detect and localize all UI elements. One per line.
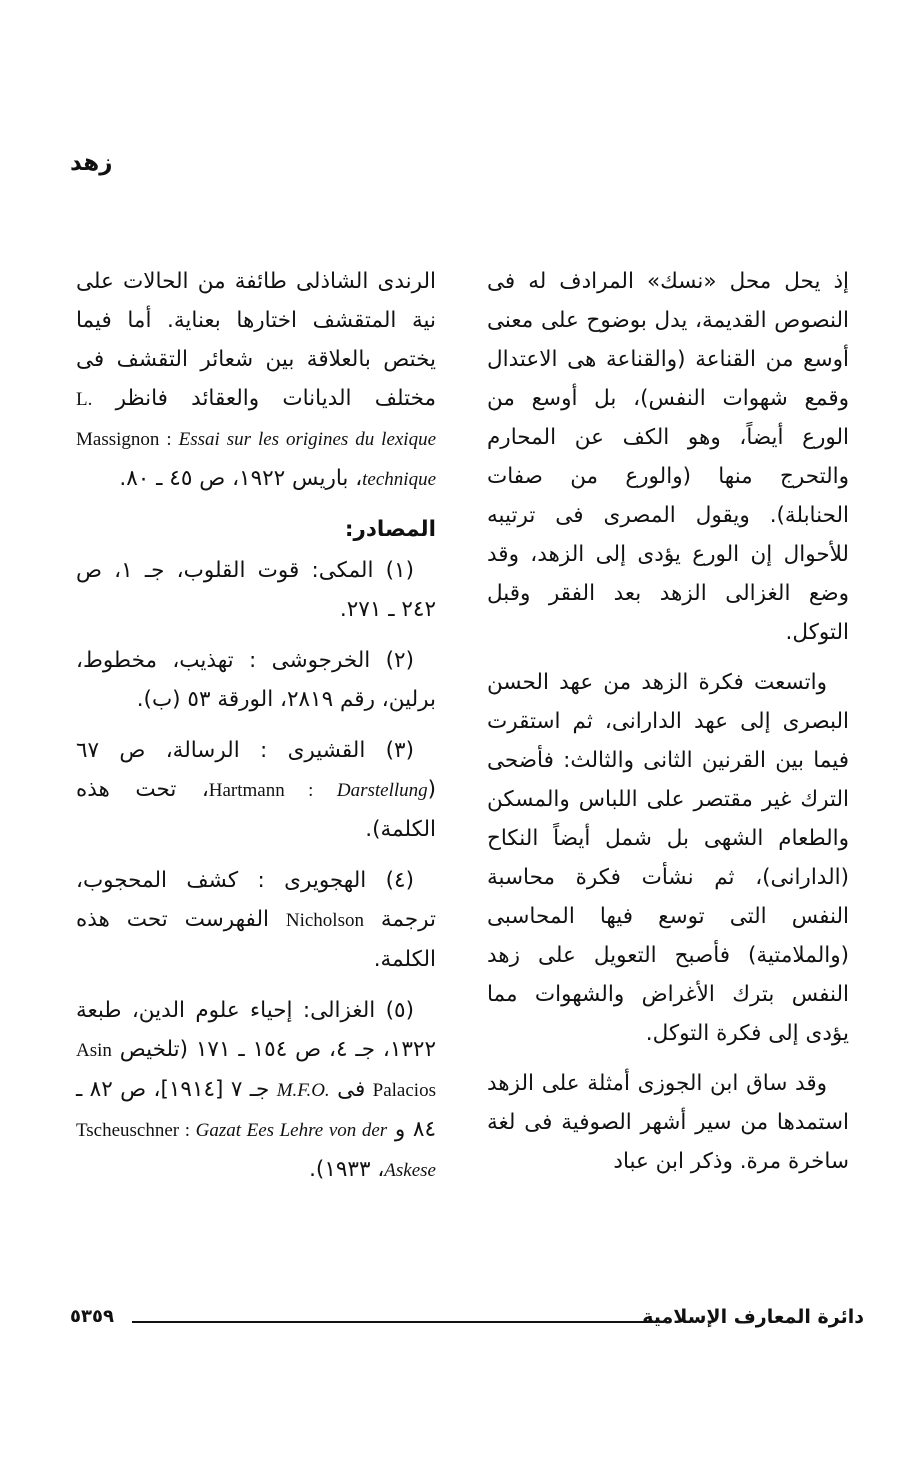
sources-heading: المصادر: [344,517,436,542]
paragraph: إذ يحل محل «نسك» المرادف له فى النصوص القديمة، يدل بوضوح على معنى أوسع من القناعة (والقناعة هى الاعتدال وقمع شهوات النفس)، بل أوسع من الورع أيضاً، وهو الكف عن المحارم والتحرج منها (والورع من صفات الحنابلة). ويقول المصرى فى ترتيبه للأحوال إن الورع يؤدى إلى الزهد، وقد وضع الغزالى الزهد بعد الفقر وقبل التوكل. [487,269,849,645]
source-item [76,731,436,849]
footer-rule [132,1321,658,1323]
paragraph: واتسعت فكرة الزهد من عهد الحسن البصرى إلى عهد الدارانى، ثم استقرت فيما بين القرنين الثانى والثالث: فأضحى الترك غير مقتصر على اللباس والمسكن والطعام الشهى بل شمل أيضاً النكاح (الدارانى)، ثم نشأت فكرة محاسبة النفس التى توسع فيها المحاسبى (والملامتية) فأصبح التعويل على زهد النفس بترك الأغراض والشهوات مما يؤدى إلى فكرة التوكل. [487,670,849,1046]
source-item [76,861,436,979]
footer-title: دائرة المعارف الإسلامية [642,1306,864,1328]
latin-author: Tscheuschner [76,1120,180,1141]
latin-sep: : [308,780,314,801]
source-5-text-d: ، ١٩٣٣). [309,1157,385,1182]
source-item: (١) المكى: قوت القلوب، جـ ١، ص ٢٤٢ ـ ٢٧١. [76,558,436,622]
page-footer [60,1306,870,1334]
source-3-latin [209,780,428,801]
source-3-text-a: (٣) القشيرى : الرسالة، ص ٦٧ ( [76,738,437,802]
source-5-text-c: جـ ٧ [١٩١٤]، ص ٨٢ ـ ٨٤ و [76,1077,437,1142]
running-head: زهد [70,150,113,176]
latin-author: L. Massignon [76,389,160,450]
latin-sep: : [166,429,172,450]
latin-title: Gazat Ees Lehre von der Askese [195,1120,436,1181]
source-5-text-a: (٥) الغزالى: إحياء علوم الدين، طبعة ١٣٢٢، جـ ٤، ص ١٥٤ ـ ١٧١ (تلخيص [76,998,437,1062]
source-4-text-a: (٤) الهجويرى : كشف المحجوب، ترجمة [76,868,436,932]
page-number: ٥٣٥٩ [70,1306,114,1327]
latin-title: Darstellung [336,780,428,801]
source-3-text-b: ، تحت هذه الكلمة). [76,777,436,842]
source-5-latin-b: M.F.O. [276,1080,330,1101]
intro-text-b: ، باريس ١٩٢٢، ص ٤٥ ـ ٨٠. [119,466,363,491]
source-item: (٢) الخرجوشى : تهذيب، مخطوط، برلين، رقم ٢٨١٩، الورقة ٥٣ (ب). [76,648,436,712]
source-4-text-b: الفهرست تحت هذه الكلمة. [76,907,436,972]
left-column [76,262,436,1202]
latin-title: Essai sur les origines du lexique technique [178,429,437,490]
intro-paragraph [76,262,436,499]
intro-text-a: الرندى الشاذلى طائفة من الحالات على نية المتقشف اختارها بعناية. أما فيما يختص بالعلاقة بين شعائر التقشف فى مختلف الديانات والعقائد فانظر [76,269,436,411]
source-5-latin-a: Asin Palacios [76,1040,436,1101]
source-item [76,991,436,1190]
right-column [487,262,849,1192]
source-4-latin: Nicholson [285,910,364,931]
latin-sep: : [184,1120,191,1141]
latin-author: Hartmann [208,780,285,801]
paragraph: وقد ساق ابن الجوزى أمثلة على الزهد استمدها من سير أشهر الصوفية فى لغة ساخرة مرة. وذكر ابن عباد [487,1071,849,1174]
source-5-mid: فى [337,1077,366,1102]
